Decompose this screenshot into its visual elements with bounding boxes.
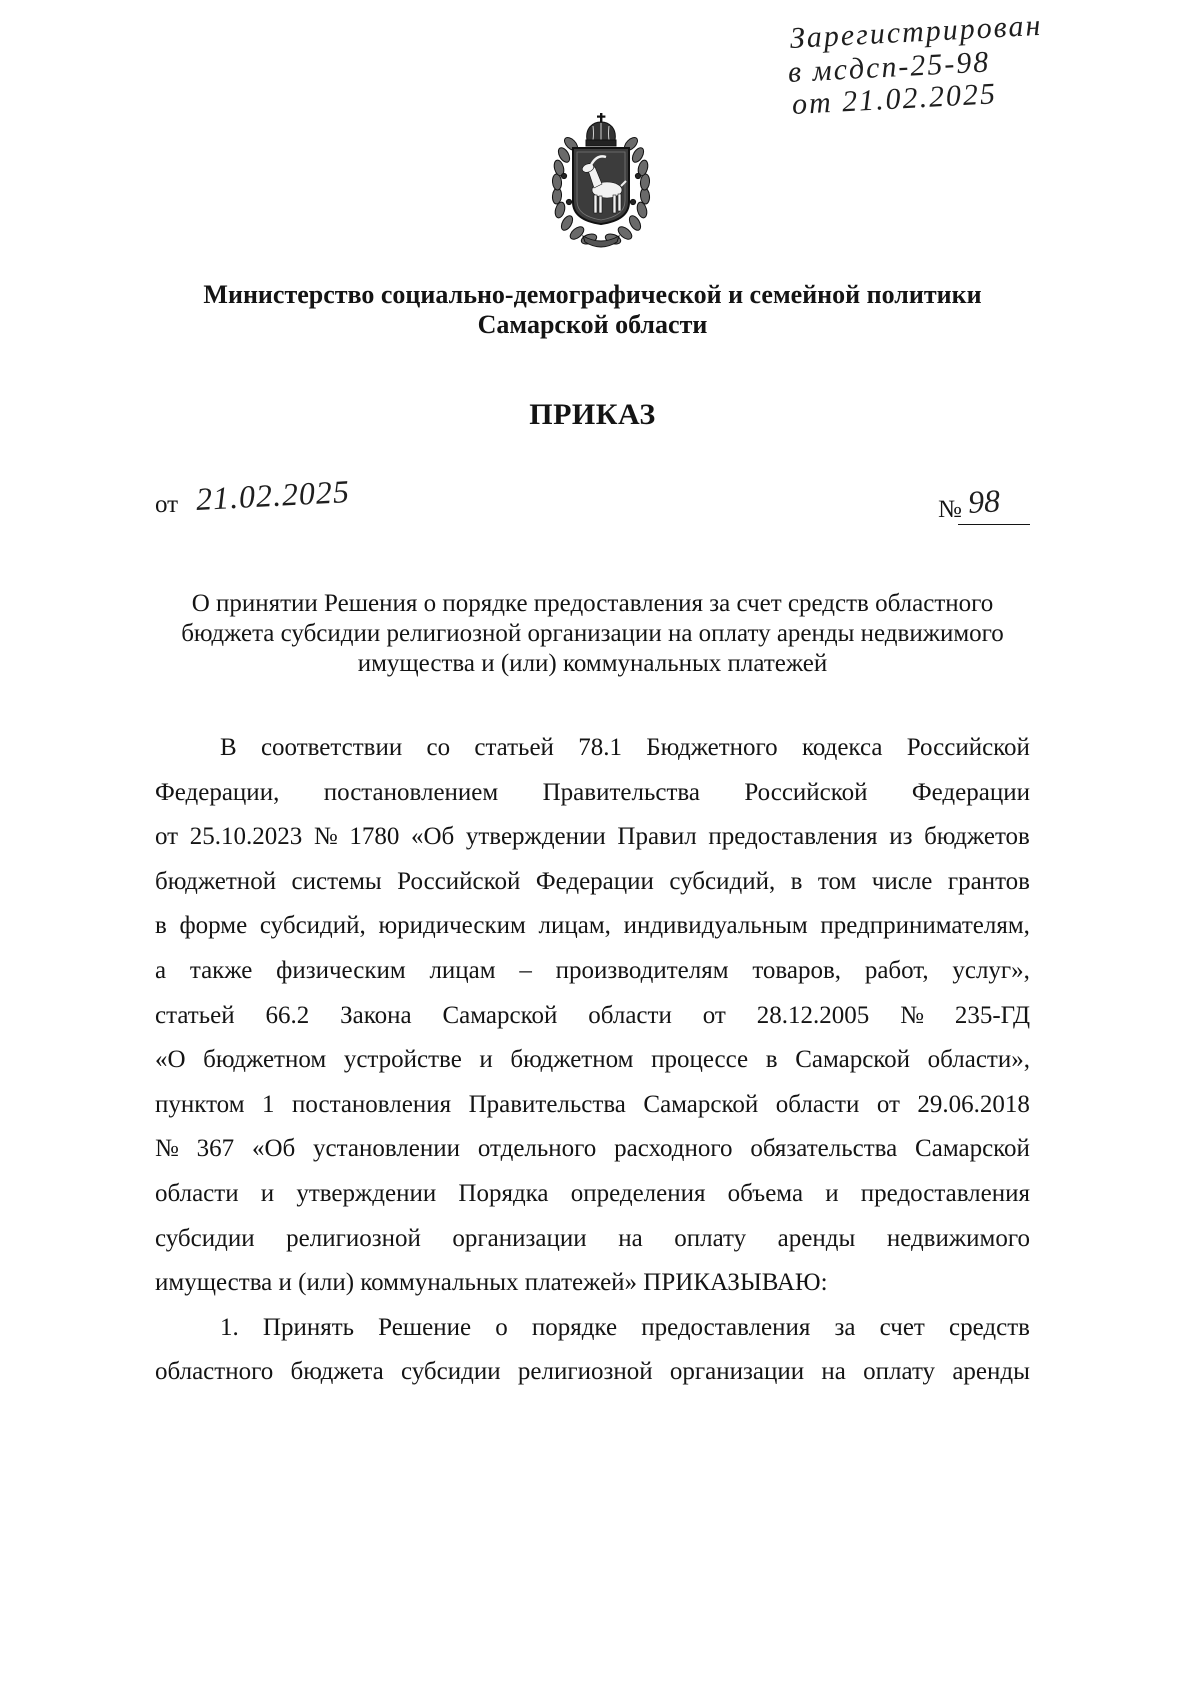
body-line xyxy=(155,1306,1030,1351)
word: на xyxy=(821,1358,846,1386)
word: в xyxy=(765,1046,778,1074)
registration-note-line-3: от 21.02.2025 xyxy=(791,77,998,121)
word: 367 xyxy=(196,1135,235,1163)
word: Решение xyxy=(378,1313,472,1341)
word: расходного xyxy=(614,1135,733,1163)
word: предоставления xyxy=(641,1313,811,1341)
word: 25.10.2023 xyxy=(189,823,303,851)
word: от xyxy=(702,1001,726,1029)
body-line xyxy=(155,1038,1030,1083)
body-paragraph-preamble xyxy=(155,726,1030,1306)
word: обязательства xyxy=(750,1135,898,1163)
word: оплату xyxy=(863,1358,936,1386)
word: определения xyxy=(570,1179,706,1207)
body-line-last: имущества и (или) коммунальных платежей» ПРИКАЗЫВАЮ: xyxy=(155,1269,828,1297)
word: кодекса xyxy=(801,734,883,761)
word: субсидий, xyxy=(669,867,776,895)
date-handwritten: 21.02.2025 xyxy=(195,472,351,517)
word: Правил xyxy=(617,823,697,851)
word: Российской xyxy=(397,867,521,895)
word: постановления xyxy=(291,1090,452,1118)
subject-line: имущества и (или) коммунальных платежей xyxy=(357,650,828,677)
body-line xyxy=(155,771,1030,816)
word: недвижимого xyxy=(886,1224,1030,1252)
word: системы xyxy=(291,867,382,895)
body-line xyxy=(155,904,1030,949)
crown-cross-horizontal xyxy=(597,116,605,118)
word: предпринимателям, xyxy=(820,912,1030,940)
word: «Об xyxy=(251,1135,296,1163)
word: религиозной xyxy=(286,1224,421,1252)
word: 1 xyxy=(262,1090,275,1118)
body-line xyxy=(155,1083,1030,1128)
subject-line: бюджета субсидии религиозной организации на оплату аренды недвижимого xyxy=(181,620,1004,647)
word: бюджетной xyxy=(155,867,277,895)
word: установлении xyxy=(313,1135,461,1163)
word: предоставления xyxy=(860,1179,1030,1207)
word: производителям xyxy=(555,956,729,984)
document-type-title: ПРИКАЗ xyxy=(529,398,656,431)
word: бюджета xyxy=(290,1358,384,1386)
word: пунктом xyxy=(155,1090,245,1118)
word: 235-ГД xyxy=(954,1001,1030,1029)
word: Закона xyxy=(340,1001,412,1029)
word: соответствии xyxy=(260,734,403,761)
registration-note-line-1: Зарегистрирован xyxy=(789,8,1044,55)
body-line xyxy=(155,815,1030,860)
acorn xyxy=(566,199,571,204)
word: субсидий, xyxy=(259,912,366,940)
word: 78.1 xyxy=(578,734,622,761)
ministry-name-line-1: Министерство социально-демографической и семейной политики xyxy=(203,280,982,309)
word: субсидии xyxy=(400,1358,501,1386)
word: оплату xyxy=(674,1224,747,1252)
acorn xyxy=(635,173,640,178)
word: Принять xyxy=(262,1313,355,1341)
body-line xyxy=(155,994,1030,1039)
word: отдельного xyxy=(477,1135,597,1163)
crown-band xyxy=(586,140,616,146)
word: 29.06.2018 xyxy=(917,1090,1030,1118)
body-line xyxy=(155,949,1030,994)
word: также xyxy=(189,956,253,984)
word: лицам xyxy=(429,956,496,984)
word: области xyxy=(588,1001,672,1029)
word: № xyxy=(155,1135,179,1163)
word: бюджетном xyxy=(510,1046,634,1074)
word: порядке xyxy=(531,1313,618,1341)
word: области», xyxy=(927,1046,1030,1074)
word: индивидуальным xyxy=(623,912,808,940)
body-line xyxy=(155,860,1030,905)
goat-leg xyxy=(594,195,597,213)
document-subject xyxy=(155,589,1030,679)
goat-leg xyxy=(599,196,602,213)
word: от xyxy=(155,823,179,851)
crown-icon xyxy=(586,113,616,146)
word: организации xyxy=(669,1358,805,1386)
word: утверждении xyxy=(465,823,606,851)
word: Самарской xyxy=(643,1090,759,1118)
word: 1780 xyxy=(349,823,400,851)
number-handwritten: 98 xyxy=(967,482,1001,520)
word: – xyxy=(519,956,532,984)
word: областного xyxy=(155,1358,274,1386)
ministry-name-line-2: Самарской области xyxy=(477,310,708,339)
word: из xyxy=(889,823,913,851)
word: Порядка xyxy=(458,1179,549,1207)
word: счет xyxy=(879,1313,925,1341)
word: о xyxy=(495,1313,508,1341)
word: том xyxy=(817,867,857,895)
body-line xyxy=(155,1350,1030,1395)
word: физическим xyxy=(276,956,406,984)
word: в xyxy=(155,912,167,940)
date-prefix: от xyxy=(155,491,179,518)
word: субсидии xyxy=(155,1224,255,1252)
word: средств xyxy=(949,1313,1030,1341)
word: от xyxy=(876,1090,900,1118)
word: Бюджетного xyxy=(646,734,778,761)
word: со xyxy=(426,734,451,761)
word: бюджетов xyxy=(924,823,1030,851)
body-line xyxy=(155,1127,1030,1172)
word: и xyxy=(260,1179,275,1207)
word: Федерации xyxy=(535,867,654,895)
word: «Об xyxy=(410,823,455,851)
word: статьей xyxy=(155,1001,235,1029)
word: постановлением xyxy=(323,778,499,806)
body-line xyxy=(155,1217,1030,1262)
word: устройстве xyxy=(343,1046,462,1074)
word: Правительства xyxy=(542,778,700,806)
word: 66.2 xyxy=(265,1001,310,1029)
word: и xyxy=(825,1179,839,1207)
word: аренды xyxy=(777,1224,856,1252)
word: услуг», xyxy=(952,956,1030,984)
acorn xyxy=(561,173,566,178)
word: форме xyxy=(179,912,248,940)
word: бюджетном xyxy=(203,1046,327,1074)
ministry-heading xyxy=(155,280,1030,340)
word: Российской xyxy=(906,734,1030,761)
word: Правительства xyxy=(468,1090,626,1118)
body-line xyxy=(155,726,1030,771)
word: Самарской xyxy=(915,1135,1030,1163)
word: лицам, xyxy=(538,912,611,940)
word: работ, xyxy=(864,956,929,984)
word: Федерации xyxy=(911,778,1030,806)
goat-leg xyxy=(618,194,621,211)
number-underline xyxy=(958,524,1030,525)
document-body xyxy=(155,726,1030,1395)
registration-note-line-2: в мсдсп-25-98 xyxy=(787,45,992,89)
word: области xyxy=(155,1179,239,1207)
word: Самарской xyxy=(442,1001,558,1029)
word: религиозной xyxy=(517,1358,653,1386)
word: статьей xyxy=(474,734,554,761)
word: В xyxy=(220,734,237,761)
word: за xyxy=(834,1313,856,1341)
word: объема xyxy=(727,1179,804,1207)
word: на xyxy=(618,1224,643,1252)
coat-of-arms-emblem xyxy=(531,110,671,250)
subject-line: О принятии Решения о порядке предоставления за счет средств областного xyxy=(191,590,994,617)
goat-leg xyxy=(613,195,616,213)
word: и xyxy=(479,1046,493,1074)
word: а xyxy=(155,956,167,984)
word: Российской xyxy=(744,778,868,806)
word: 1. xyxy=(220,1313,239,1341)
word: процессе xyxy=(651,1046,749,1074)
body-paragraph-item-1 xyxy=(155,1306,1030,1395)
body-line xyxy=(155,1172,1030,1217)
number-prefix: № xyxy=(938,496,962,523)
word: в xyxy=(790,867,803,895)
word: Самарской xyxy=(795,1046,911,1074)
word: организации xyxy=(452,1224,587,1252)
word: области xyxy=(775,1090,860,1118)
word: товаров, xyxy=(752,956,842,984)
word: аренды xyxy=(952,1358,1030,1386)
word: юридическим xyxy=(378,912,526,940)
word: утверждении xyxy=(296,1179,437,1207)
word: 28.12.2005 xyxy=(756,1001,870,1029)
word: грантов xyxy=(947,867,1030,895)
acorn xyxy=(630,199,635,204)
word: № xyxy=(900,1001,924,1029)
word: «О xyxy=(155,1046,186,1074)
word: № xyxy=(313,823,338,851)
word: предоставления xyxy=(708,823,878,851)
word: Федерации, xyxy=(155,778,280,806)
word: числе xyxy=(871,867,933,895)
